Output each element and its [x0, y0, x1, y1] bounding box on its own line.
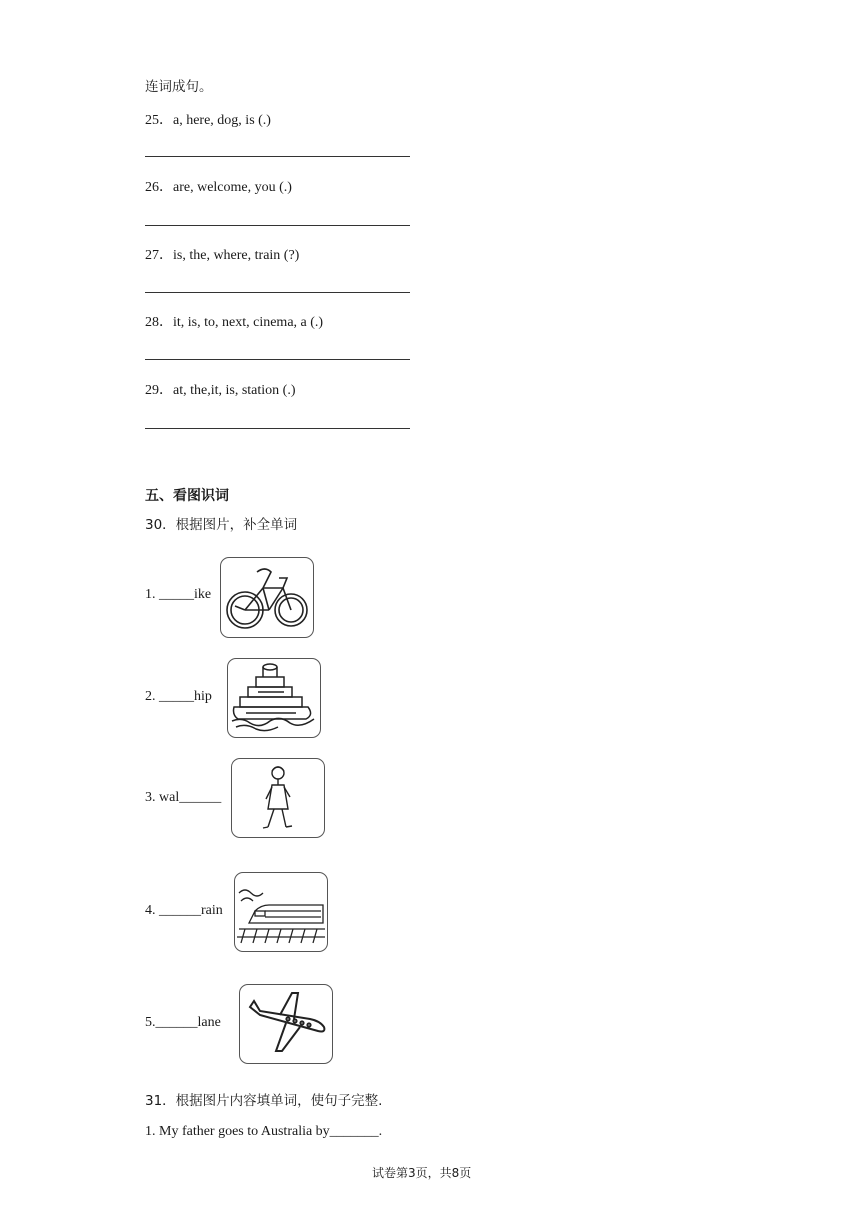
bicycle-icon	[220, 557, 314, 638]
question-27: 27．is, the, where, train (?)	[145, 248, 300, 263]
question-25: 25．a, here, dog, is (.)	[145, 113, 271, 128]
answer-line-29[interactable]	[145, 428, 410, 429]
question-30-label: 30．根据图片，补全单词	[145, 517, 298, 533]
question-29: 29．at, the,it, is, station (.)	[145, 383, 296, 398]
train-icon	[234, 872, 328, 952]
section-title: 五、看图识词	[145, 488, 229, 504]
page-number: 试卷第3页，共8页	[372, 1166, 472, 1180]
question-28: 28．it, is, to, next, cinema, a (.)	[145, 315, 324, 330]
item-2-text: 2. _____hip	[145, 689, 212, 704]
answer-line-28[interactable]	[145, 359, 410, 360]
answer-line-25[interactable]	[145, 156, 410, 157]
airplane-icon	[239, 984, 333, 1064]
question-26: 26．are, welcome, you (.)	[145, 180, 292, 195]
walking-girl-icon	[231, 758, 325, 838]
question-31-label: 31．根据图片内容填单词，使句子完整.	[145, 1093, 383, 1109]
item-1-text: 1. _____ike	[145, 587, 212, 602]
item-4-text: 4. ______rain	[145, 903, 223, 918]
section-instruction: 连词成句。	[145, 79, 213, 95]
question-31-item-1: 1. My father goes to Australia by_______.	[145, 1124, 383, 1139]
ship-icon	[227, 658, 321, 738]
answer-line-27[interactable]	[145, 292, 410, 293]
item-5-text: 5.______lane	[145, 1015, 221, 1030]
item-3-text: 3. wal______	[145, 790, 222, 805]
answer-line-26[interactable]	[145, 225, 410, 226]
